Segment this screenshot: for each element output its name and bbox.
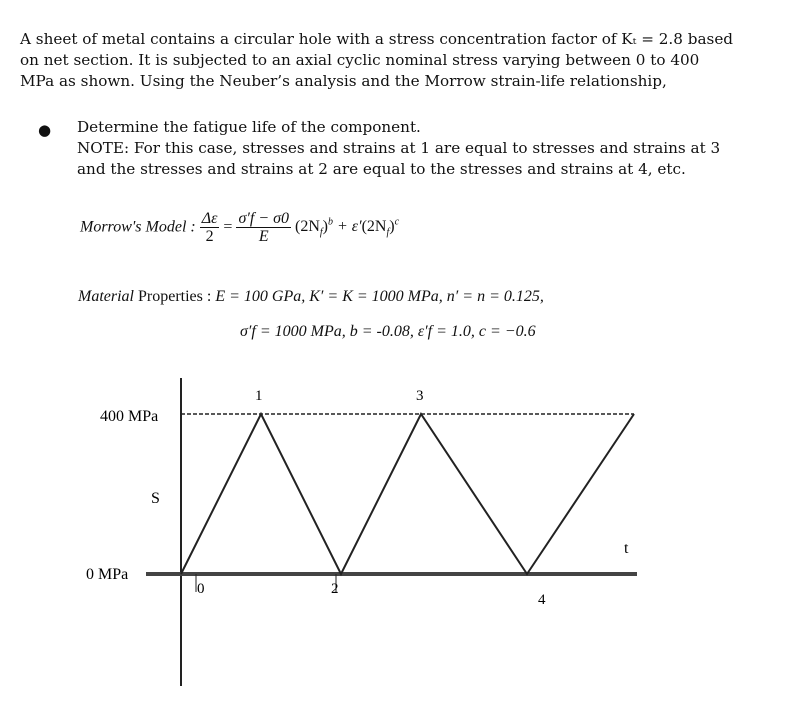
label-point-2: 2	[331, 581, 339, 597]
label-time-symbol: t	[624, 540, 629, 557]
intro-line-3: MPa as shown. Using the Neuber’s analysis and the Morrow strain-life relationship,	[20, 72, 667, 90]
intro-line-2: on net section. It is subjected to an axial cyclic nominal stress varying between 0 to 400	[20, 51, 700, 69]
morrow-equation: Morrow's Model : $\frac{\Delta\varepsilon}{2}$ = $\frac{\sigma'f - \sigma 0}{E}$ $(2N_f)^b + \varepsilon'(2N_f)^c$	[80, 210, 400, 245]
stress-fraction: $\frac{\sigma'f - \sigma 0}{E}$	[238, 210, 289, 245]
material-properties-line-2: σ′f = 1000 MPa, b = -0.08, ε′f = 1.0, c = −0.6	[240, 323, 536, 340]
bullet-dot-icon: ●	[38, 121, 52, 139]
lhs-fraction: $\frac{\Delta\varepsilon}{2}$	[201, 210, 218, 245]
bullet-line-3: and the stresses and strains at 2 are equal to the stresses and strains at 4, etc.	[77, 160, 686, 178]
bullet-line-1: Determine the fatigue life of the component.	[77, 118, 421, 136]
label-point-0: 0	[197, 581, 205, 597]
label-0-mpa: 0 MPa	[86, 566, 129, 583]
label-point-4: 4	[538, 592, 546, 608]
label-point-3: 3	[416, 388, 424, 404]
nominal-stress-path	[181, 414, 634, 574]
model-label: Morrow's Model :	[80, 218, 196, 236]
label-point-1: 1	[255, 388, 263, 404]
material-properties-line-1: Material Properties : E = 100 GPa, K′ = K = 1000 MPa, n′ = n = 0.125,	[78, 288, 544, 305]
label-400-mpa: 400 MPa	[100, 408, 159, 425]
bullet-line-2: NOTE: For this case, stresses and strains at 1 are equal to stresses and strains at 3	[77, 139, 721, 157]
term-basquin: $(2N_f)^b$	[294, 216, 333, 239]
intro-line-1: A sheet of metal contains a circular hole with a stress concentration factor of Kₜ = 2.8 based	[20, 30, 734, 48]
term-coffin: + $\varepsilon'(2N_f)^c$	[336, 216, 400, 239]
label-stress-symbol: S	[151, 490, 160, 507]
